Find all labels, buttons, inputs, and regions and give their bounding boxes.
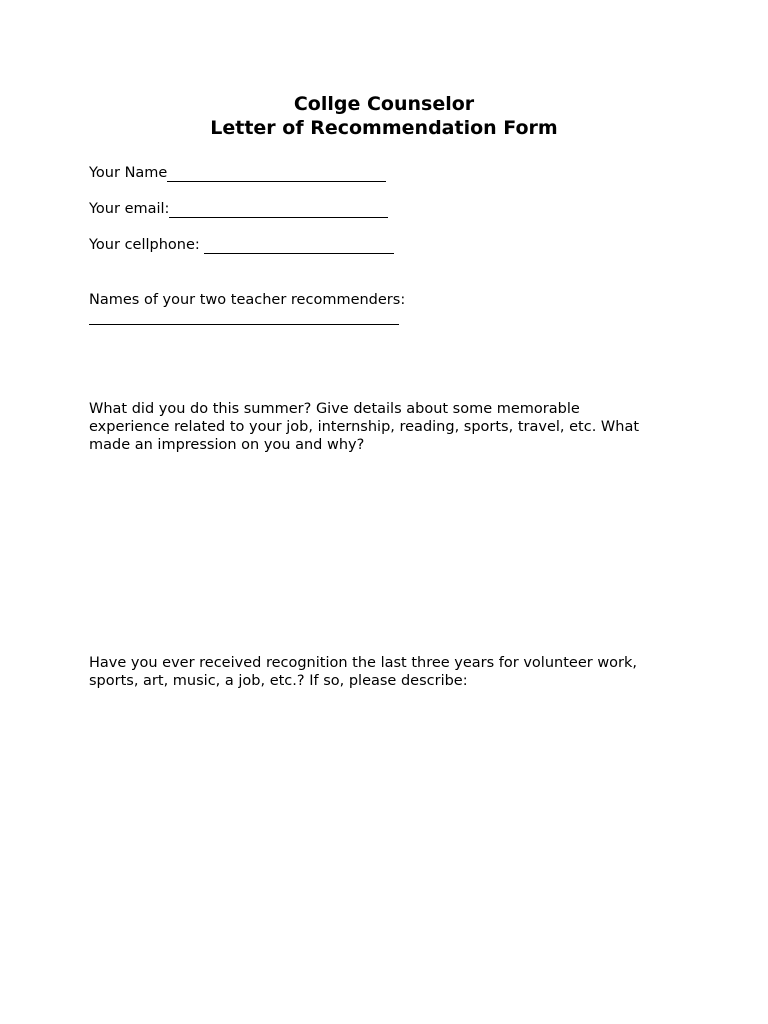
cellphone-blank-line[interactable] [204,241,394,254]
summer-question-line: experience related to your job, internship, reading, sports, travel, etc. What [89,419,640,435]
recommenders-blank-line[interactable] [89,324,399,325]
form-title-line-1: Collge Counselor [293,93,475,115]
recognition-question [89,654,637,690]
cellphone-label: Your cellphone: [89,237,205,253]
recognition-question-line: Have you ever received recognition the last three years for volunteer work, [89,655,638,671]
recognition-question-line: sports, art, music, a job, etc.? If so, please describe: [89,673,468,689]
email-field [89,200,388,218]
cellphone-field [89,236,394,254]
summer-question [89,400,639,454]
email-label: Your email: [89,201,170,217]
email-blank-line[interactable] [169,205,388,218]
summer-question-line: What did you do this summer? Give details about some memorable [89,401,580,417]
name-field [89,164,386,182]
recommenders-label: Names of your two teacher recommenders: [89,292,406,308]
form-title-line-2: Letter of Recommendation Form [210,117,558,139]
name-label: Your Name [89,165,168,181]
summer-question-line: made an impression on you and why? [89,437,365,453]
name-blank-line[interactable] [167,169,386,182]
